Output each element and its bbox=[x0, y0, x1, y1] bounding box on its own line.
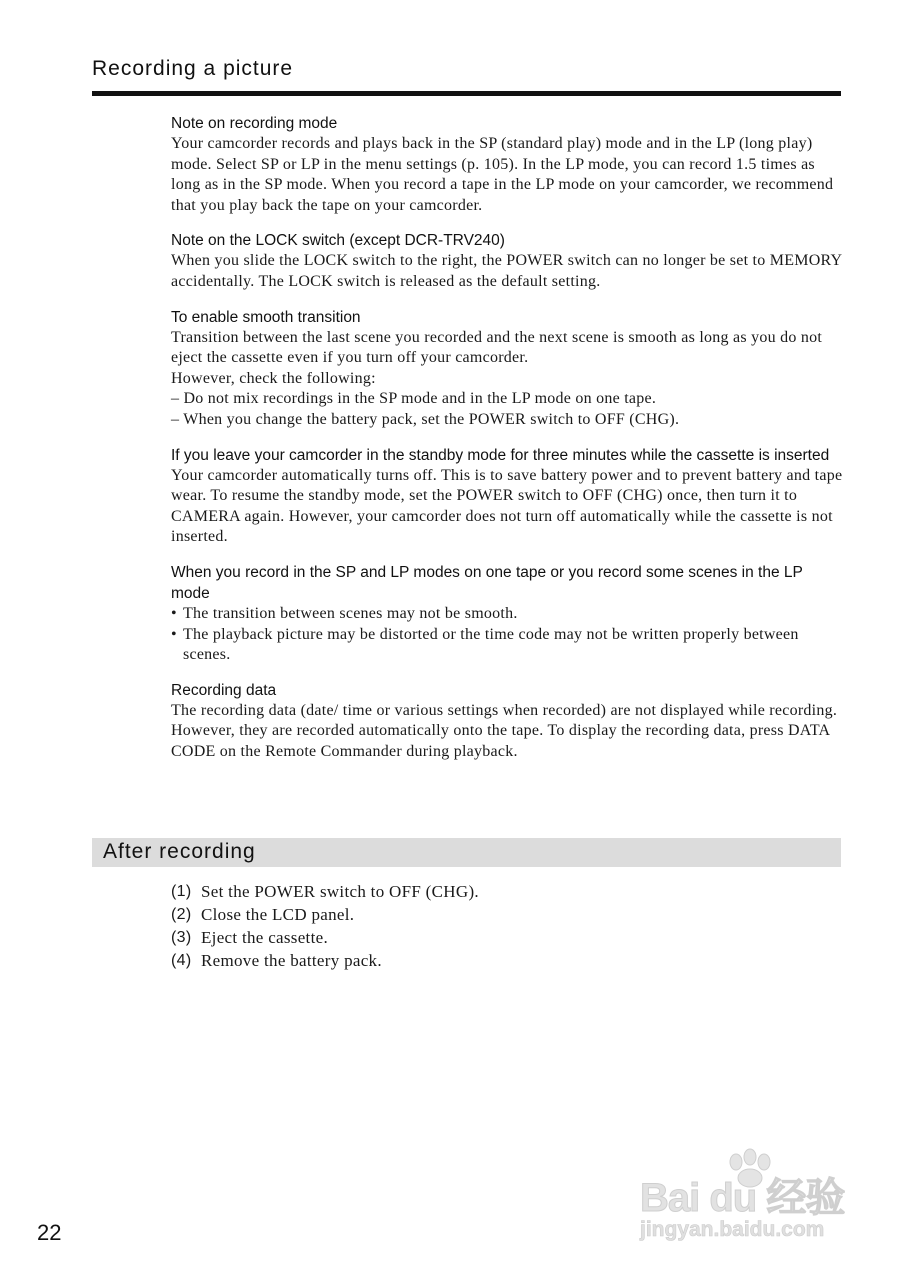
step-text: Set the POWER switch to OFF (CHG). bbox=[201, 882, 479, 901]
note-heading: Recording data bbox=[171, 681, 277, 699]
step-text: Close the LCD panel. bbox=[201, 905, 355, 924]
note-recording-data bbox=[171, 680, 843, 763]
page-header-title: Recording a picture bbox=[92, 57, 294, 80]
bullet-text: The playback picture may be distorted or the time code may not be written properly between scenes. bbox=[183, 625, 799, 664]
note-heading: If you leave your camcorder in the standby mode for three minutes while the cassette is inserted bbox=[171, 446, 830, 464]
step-number: (3) bbox=[171, 929, 192, 946]
note-body: The recording data (date/ time or various settings when recorded) are not displayed while recording. However, they are recorded automatically onto the tape. To display the recording data, press DATA CODE on the Remote Commander during playback. bbox=[171, 701, 838, 760]
step-number: (1) bbox=[171, 883, 192, 900]
watermark-brand: Bai du 经验 bbox=[640, 1176, 845, 1220]
bullet-item bbox=[171, 604, 843, 625]
notes-section bbox=[171, 113, 843, 776]
baidu-watermark bbox=[640, 1148, 850, 1248]
step-number: (2) bbox=[171, 906, 192, 923]
step-item bbox=[171, 949, 771, 972]
note-line: However, check the following: bbox=[171, 369, 376, 387]
bullet-icon: • bbox=[171, 604, 177, 622]
bullet-item bbox=[171, 625, 843, 666]
section-title: After recording bbox=[103, 840, 256, 863]
note-sp-lp-modes bbox=[171, 562, 843, 666]
step-item bbox=[171, 903, 771, 926]
note-line: – Do not mix recordings in the SP mode and in the LP mode on one tape. bbox=[171, 390, 657, 408]
bullet-text: The transition between scenes may not be smooth. bbox=[183, 604, 518, 622]
header-rule bbox=[92, 91, 841, 96]
step-text: Eject the cassette. bbox=[201, 928, 328, 947]
step-text: Remove the battery pack. bbox=[201, 951, 382, 970]
step-item bbox=[171, 880, 771, 903]
bullet-icon: • bbox=[171, 625, 177, 643]
after-recording-header bbox=[92, 838, 841, 867]
step-number: (4) bbox=[171, 952, 192, 969]
note-body: Your camcorder automatically turns off. This is to save battery power and to prevent battery and tape wear. To resume the standby mode, set the POWER switch to OFF (CHG) once, then turn it to CAMERA again. However, your camcorder does not turn off automatically while the cassette is not inserted. bbox=[171, 466, 843, 546]
note-heading: To enable smooth transition bbox=[171, 308, 361, 326]
note-body: Transition between the last scene you recorded and the next scene is smooth as long as you do not eject the cassette even if you turn off your camcorder. bbox=[171, 328, 823, 367]
note-heading: Note on the LOCK switch (except DCR-TRV240) bbox=[171, 232, 505, 250]
note-body: Your camcorder records and plays back in the SP (standard play) mode and in the LP (long play) mode. Select SP or LP in the menu settings (p. 105). In the LP mode, you can record 1.5 times as long as in the SP mode. When you record a tape in the LP mode on your camcorder, we recommend that you play back the tape on your camcorder. bbox=[171, 135, 834, 214]
note-standby-mode bbox=[171, 445, 843, 548]
note-smooth-transition bbox=[171, 307, 843, 431]
after-recording-steps bbox=[171, 880, 771, 972]
page-number: 22 bbox=[37, 1220, 62, 1245]
note-heading: When you record in the SP and LP modes on one tape or you record some scenes in the LP mode bbox=[171, 563, 803, 602]
note-lock-switch bbox=[171, 230, 843, 292]
note-recording-mode bbox=[171, 113, 843, 216]
note-heading: Note on recording mode bbox=[171, 115, 338, 132]
note-line: – When you change the battery pack, set the POWER switch to OFF (CHG). bbox=[171, 410, 680, 428]
note-body: When you slide the LOCK switch to the right, the POWER switch can no longer be set to MEMORY accidentally. The LOCK switch is released as the default setting. bbox=[171, 252, 842, 290]
step-item bbox=[171, 926, 771, 949]
watermark-url: jingyan.baidu.com bbox=[640, 1218, 825, 1241]
